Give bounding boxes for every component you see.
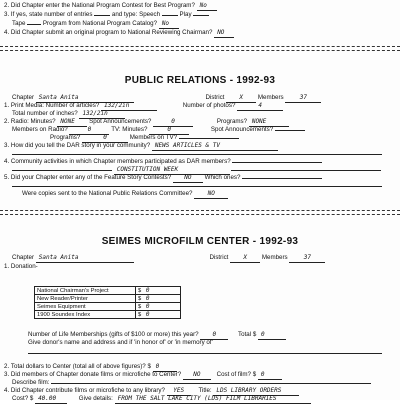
answer-blank xyxy=(193,15,209,16)
question-text: Community activities in which Chapter members participated as DAR members? xyxy=(10,158,231,165)
question-number: 3. xyxy=(4,142,10,149)
question-text: Play xyxy=(179,11,192,18)
question-2-line xyxy=(4,2,217,11)
table-row xyxy=(35,303,181,311)
section-divider xyxy=(0,214,400,215)
field-label: Members xyxy=(257,94,284,101)
donation-amount-cell xyxy=(136,311,181,319)
field-label: District xyxy=(209,254,229,261)
question-text: Program from National Program Catalog? xyxy=(42,20,158,27)
question-text: Title: xyxy=(198,387,212,394)
table-row xyxy=(35,311,181,319)
currency-symbol: $ xyxy=(138,304,142,310)
donation-amount-cell xyxy=(136,287,181,295)
district-number: X xyxy=(230,254,260,263)
handwritten-answer: 132/2in xyxy=(79,110,125,119)
handwritten-answer: NO xyxy=(173,174,203,183)
pr-q5-blank-line xyxy=(12,182,382,190)
donation-name: New Reader/Printer xyxy=(35,295,136,303)
question-text: Spot Announcements? xyxy=(89,118,152,125)
handwritten-answer: 40.00 xyxy=(35,395,67,404)
donation-amount: 0 xyxy=(145,295,150,302)
handwritten-answer: NO xyxy=(194,190,228,199)
question-number: 4. xyxy=(4,29,10,36)
question-text: Did your Chapter enter any of the Feature Story Contests? xyxy=(10,174,172,181)
question-number: 1. xyxy=(4,263,10,270)
question-text: Cost of film? $ xyxy=(216,371,257,378)
chapter-name: Santa Anita xyxy=(36,94,134,103)
handwritten-answer: 0 xyxy=(153,363,177,372)
pr-q4-line xyxy=(4,158,322,166)
question-text: Members on TV? xyxy=(129,134,178,141)
handwritten-answer: CONSTITUTION WEEK xyxy=(114,166,230,175)
handwritten-answer: 0 xyxy=(200,331,228,340)
currency-symbol: $ xyxy=(138,288,142,294)
section-divider xyxy=(0,46,400,47)
question-text: Print Media: Number of articles? xyxy=(10,102,100,109)
donation-table xyxy=(34,286,181,319)
donation-name: National Chairman's Project xyxy=(35,287,136,295)
question-text: Total number of inches? xyxy=(12,110,78,117)
answer-blank xyxy=(232,162,322,163)
pr-q3-blank-line xyxy=(12,150,382,158)
question-text: Spot Announcements? xyxy=(210,126,274,133)
answer-blank xyxy=(51,383,371,384)
question-number: 5. xyxy=(4,174,10,181)
answer-blank xyxy=(12,170,112,171)
smc-chapter-line xyxy=(12,254,325,263)
smc-donor-line xyxy=(28,339,213,347)
question-text: If yes, state number of entries xyxy=(10,11,93,18)
question-text: Did members of Chapter donate films or microfiche to Center? xyxy=(10,371,182,378)
table-row xyxy=(35,295,181,303)
section-divider xyxy=(0,210,400,211)
answer-blank xyxy=(231,170,381,171)
district-number: X xyxy=(226,94,256,103)
currency-symbol: $ xyxy=(138,296,142,302)
question-text: Tape xyxy=(12,20,26,27)
question-text: Give details: xyxy=(78,395,113,402)
donation-amount: 0 xyxy=(145,287,150,294)
donation-amount-cell xyxy=(136,303,181,311)
pr-q6-line xyxy=(22,190,228,199)
field-label: Members xyxy=(261,254,288,261)
field-label: Chapter xyxy=(12,254,35,261)
field-label: Chapter xyxy=(12,94,35,101)
handwritten-answer: NONE xyxy=(57,118,87,127)
currency-symbol: $ xyxy=(138,312,142,318)
question-text: Did Chapter enter the National Program Contest for Best Program? xyxy=(10,2,195,9)
section-divider xyxy=(0,50,400,51)
question-text: Programs? xyxy=(216,118,248,125)
handwritten-answer: 0 xyxy=(82,134,128,143)
members-count: 37 xyxy=(285,94,321,103)
question-number: 1. xyxy=(4,102,10,109)
handwritten-answer: 0 xyxy=(149,126,189,135)
question-number: 4. xyxy=(4,387,10,394)
question-text: How did you tell the DAR story in your community? xyxy=(10,142,151,149)
question-number: 2. xyxy=(4,363,10,370)
field-label: District xyxy=(205,94,225,101)
answer-blank xyxy=(28,353,382,354)
question-text: Donation- xyxy=(10,263,38,270)
handwritten-answer: No xyxy=(159,20,179,29)
donation-name: 1900 Soundex Index xyxy=(35,311,136,319)
question-text: Cost? $ xyxy=(12,395,34,402)
table-row xyxy=(35,287,181,295)
question-number: 2. xyxy=(4,118,10,125)
handwritten-answer: NO xyxy=(214,29,234,38)
handwritten-answer: 0 xyxy=(258,331,286,340)
question-text: Members on Radio? xyxy=(12,126,68,133)
handwritten-answer: FROM THE SALT LAKE CITY (LDS) FILM LIBRARIES xyxy=(115,395,311,404)
answer-blank xyxy=(162,15,178,16)
answer-blank xyxy=(12,186,382,187)
handwritten-answer: YES xyxy=(167,387,191,396)
question-text: and type: Speech xyxy=(111,11,161,18)
handwritten-answer: NEWS ARTICLES & TV xyxy=(152,142,278,151)
question-text: TV: Minutes? xyxy=(111,126,148,133)
answer-blank xyxy=(27,24,41,25)
answer-blank xyxy=(179,138,239,139)
question-text: Did Chapter contribute films or microfiche to any library? xyxy=(10,387,165,394)
handwritten-answer: No xyxy=(197,2,217,11)
donation-name: Seimes Equipment xyxy=(35,303,136,311)
question-text: Number of Life Memberships (gifts of $100 or more) this year? xyxy=(28,331,199,338)
question-text: Give donor's name and address and if 'in honor of' or 'in memory of' xyxy=(28,339,213,346)
handwritten-answer: NONE xyxy=(249,118,289,127)
section-title-seimes-microfilm: SEIMES MICROFILM CENTER - 1992-93 xyxy=(101,236,299,247)
question-text: Which ones? xyxy=(204,174,241,181)
answer-blank xyxy=(94,15,110,16)
question-text: Programs? xyxy=(50,134,81,141)
question-text: Number of photos? xyxy=(182,102,236,109)
members-count: 37 xyxy=(289,254,325,263)
answer-blank xyxy=(275,130,305,131)
question-number: 4. xyxy=(4,158,10,165)
handwritten-answer: LDS LIBRARY ORDERS xyxy=(213,387,299,396)
handwritten-answer: NO xyxy=(183,371,211,380)
chapter-name: Santa Anita xyxy=(36,254,134,263)
question-text: Describe film: xyxy=(12,379,50,386)
question-number: 3. xyxy=(4,371,10,378)
question-4-line xyxy=(4,29,234,38)
answer-blank xyxy=(242,178,322,179)
handwritten-answer: 4 xyxy=(237,102,283,111)
handwritten-answer: 132/2in xyxy=(101,102,157,111)
question-text: Were copies sent to the National Public Relations Committee? xyxy=(22,190,193,197)
smc-donor-blank-line xyxy=(28,349,382,357)
question-number: 2. xyxy=(4,2,10,9)
section-title-public-relations: PUBLIC RELATIONS - 1992-93 xyxy=(124,75,276,86)
question-text: Radio: Minutes? xyxy=(10,118,56,125)
donation-amount: 0 xyxy=(145,311,150,318)
smc-q1-line xyxy=(4,263,38,271)
question-3-line xyxy=(4,11,209,19)
question-text: Total $ xyxy=(238,331,257,338)
smc-q3b-line xyxy=(12,379,371,387)
donation-amount: 0 xyxy=(145,303,150,310)
handwritten-answer: 0 xyxy=(258,371,282,380)
question-text: Total dollars to Center (total all of above figures)? $ xyxy=(10,363,151,370)
question-3-cont-line xyxy=(12,20,179,29)
answer-blank xyxy=(12,154,382,155)
question-number: 3. xyxy=(4,11,10,18)
question-text: Did Chapter submit an original program to National Reviewing Chairman? xyxy=(10,29,213,36)
donation-amount-cell xyxy=(136,295,181,303)
handwritten-answer: 0 xyxy=(69,126,109,135)
handwritten-answer: 0 xyxy=(153,118,193,127)
